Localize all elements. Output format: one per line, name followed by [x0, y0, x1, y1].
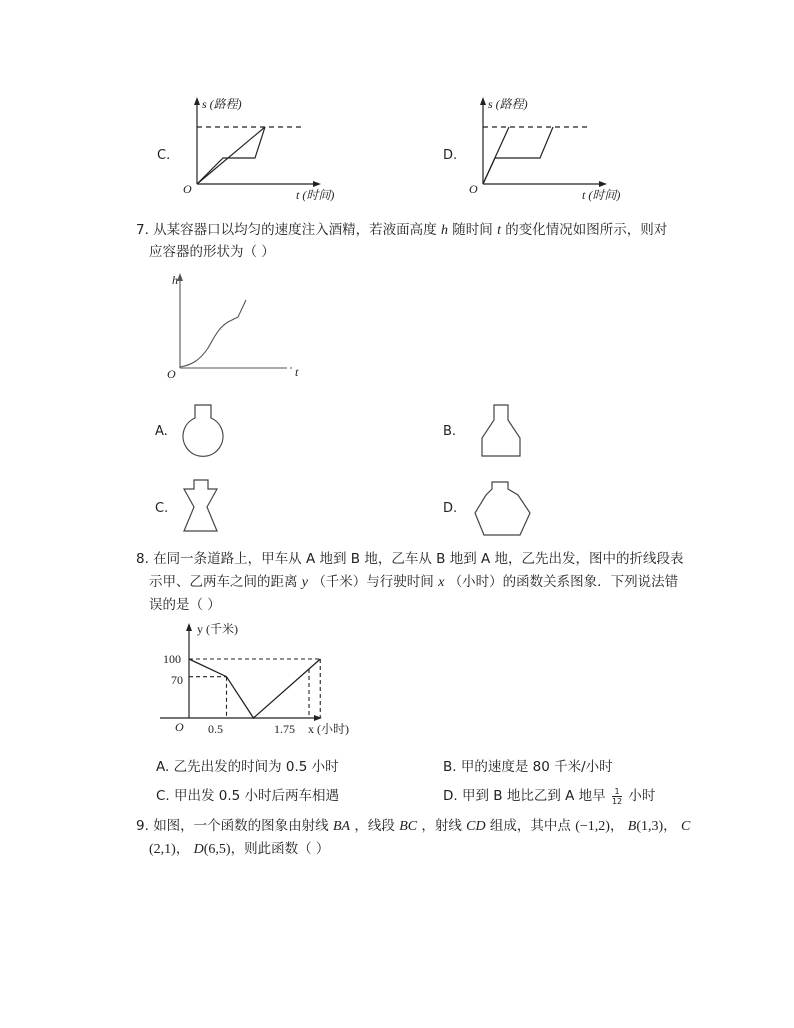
q6-graph-c	[178, 95, 335, 210]
tick-0.5: 0.5	[208, 722, 223, 736]
q9-number: 9.	[136, 818, 149, 834]
q7-container-b	[478, 400, 538, 470]
axis-x-label: t (时间)	[582, 188, 621, 202]
fraction-1-12: $\frac{1}{12}$	[611, 786, 623, 806]
origin-label: O	[175, 720, 184, 734]
y-arrow	[194, 97, 200, 105]
q8-option-b[interactable]: B. 甲的速度是 80 千米/小时	[443, 759, 613, 775]
q8-option-d[interactable]: D. 甲到 B 地比乙到 A 地早 $\frac{1}{12}$ 小时	[443, 786, 656, 806]
q7-container-a	[175, 400, 235, 470]
q8-distance-chart	[150, 620, 350, 750]
q9-line2: (2,1)， D(6,5)，则此函数（ ）	[149, 841, 330, 857]
distance-polyline	[189, 659, 320, 718]
tick-100: 100	[163, 652, 181, 666]
q7-option-b-label[interactable]: B.	[443, 424, 457, 439]
axis-y-label: y (千米)	[197, 622, 238, 636]
q8-option-a[interactable]: A. 乙先出发的时间为 0.5 小时	[156, 759, 339, 775]
axis-x-label: t (时间)	[296, 188, 335, 202]
origin-label: O	[183, 182, 192, 196]
height-curve	[180, 300, 246, 367]
q7-container-c	[178, 477, 238, 547]
q7-option-d-label[interactable]: D.	[443, 501, 458, 516]
q9-line1: 9. 如图，一个函数的图象由射线 BA ，线段 BC ，射线 CD 组成，其中点 (−1,2)， B(1,3)， C	[136, 818, 691, 834]
origin-label: O	[469, 182, 478, 196]
q6-option-c-label[interactable]: C.	[157, 148, 171, 163]
q8-number: 8.	[136, 551, 149, 567]
q8-option-c[interactable]: C. 甲出发 0.5 小时后两车相遇	[156, 788, 340, 804]
q7-option-c-label[interactable]: C.	[155, 501, 169, 516]
tick-1.75: 1.75	[274, 722, 295, 736]
y-arrow	[186, 623, 192, 631]
q7-container-d	[472, 477, 542, 547]
q7-number: 7.	[136, 222, 149, 238]
tick-70: 70	[171, 673, 183, 687]
axis-y-label: s (路程)	[202, 97, 242, 111]
q8-line2: 示甲、乙两车之间的距离 y （千米）与行驶时间 x （小时）的函数关系图象．下列说法错	[149, 574, 679, 590]
axis-x-label: x (小时)	[308, 722, 349, 736]
q7-graph	[162, 268, 312, 383]
q8-line1: 8. 在同一条道路上，甲车从 A 地到 B 地，乙车从 B 地到 A 地，乙先出发，图中的折线段表	[136, 551, 684, 567]
axis-t-label: t	[295, 365, 299, 379]
q6-option-d-label[interactable]: D.	[443, 148, 458, 163]
line-straight	[197, 127, 265, 184]
axis-h-label: h	[172, 273, 178, 287]
origin-label: O	[167, 367, 176, 381]
q6-graph-d	[464, 95, 624, 210]
x-arrow	[313, 181, 321, 187]
q7-line2: 应容器的形状为（ ）	[149, 244, 275, 260]
q8-line3: 误的是（ ）	[149, 597, 221, 613]
axis-y-label: s (路程)	[488, 97, 528, 111]
q7-option-a-label[interactable]: A.	[155, 424, 168, 439]
q7-line1: 7. 从某容器口以均匀的速度注入酒精，若液面高度 h 随时间 t 的变化情况如图所示，则对	[136, 222, 668, 238]
